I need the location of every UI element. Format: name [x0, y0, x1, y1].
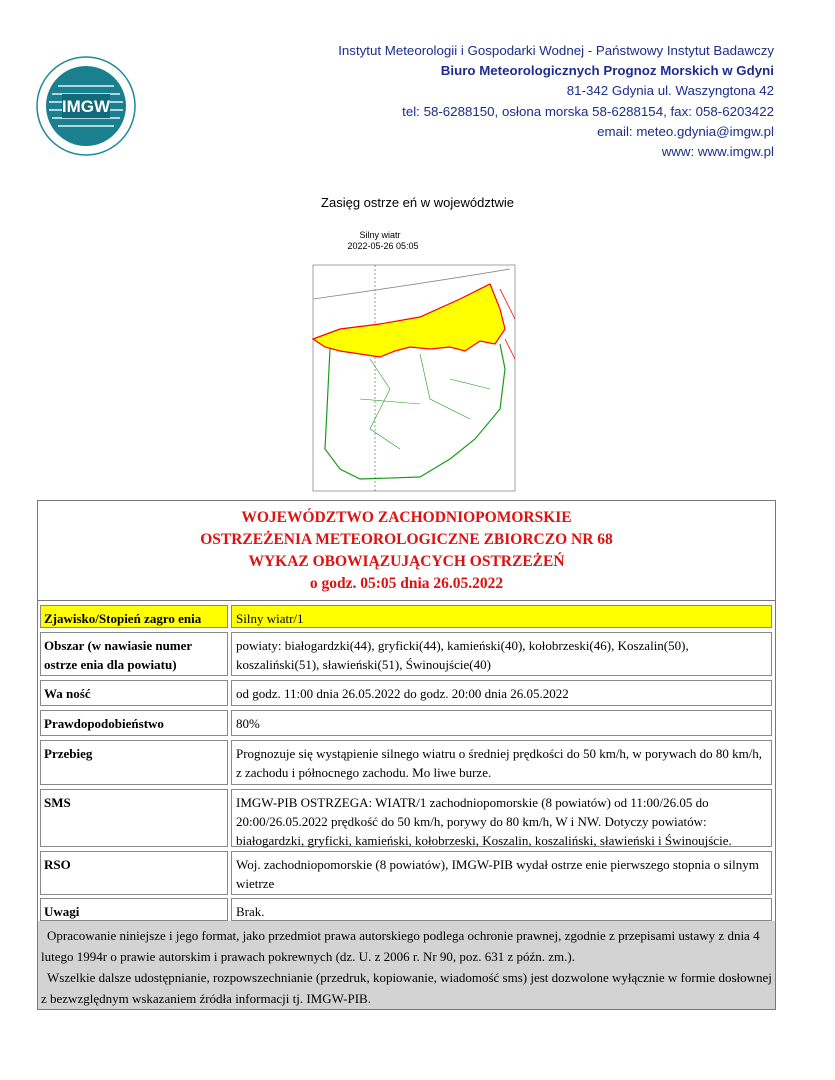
copyright-notice	[38, 921, 775, 1009]
office-name: Biuro Meteorologicznych Prognoz Morskich w Gdyni	[440, 63, 774, 79]
distribution-paragraph: Wszelkie dalsze udostępnianie, rozpowszechnianie (przedruk, kopiowanie, wiadomość sms) jest dozwolone wyłącznie w formie dosłownej z bezwzględnym wskazaniem źródła informacji tj. IMGW-PIB.	[41, 970, 772, 1006]
map-timestamp: 2022-05-26 05:05	[347, 241, 419, 251]
row-label: Prawdopodobieństwo	[40, 710, 228, 736]
row-label: RSO	[40, 851, 228, 895]
address: 81-342 Gdynia ul. Waszyngtona 42	[566, 83, 774, 99]
warning-timestamp: o godz. 05:05 dnia 26.05.2022	[309, 575, 504, 592]
table-row-validity	[38, 680, 775, 706]
email[interactable]: email: meteo.gdynia@imgw.pl	[597, 123, 774, 139]
row-value: 80%	[231, 710, 772, 736]
row-value: Woj. zachodniopomorskie (8 powiatów), IMGW-PIB wydał ostrze enie pierwszego stopnia o silnym wietrze	[231, 851, 772, 895]
row-value: Silny wiatr/1	[231, 605, 772, 628]
warning-map	[300, 229, 522, 499]
row-label: Uwagi	[40, 898, 228, 921]
row-label: Wa ność	[40, 680, 228, 706]
svg-text:IMGW: IMGW	[61, 97, 111, 116]
table-row-area	[38, 632, 775, 676]
warning-region: WOJEWÓDZTWO ZACHODNIOPOMORSKIE	[241, 509, 572, 526]
table-row-course	[38, 740, 775, 785]
phones: tel: 58-6288150, osłona morska 58-6288154, fax: 058-6203422	[402, 103, 774, 119]
row-value: IMGW-PIB OSTRZEGA: WIATR/1 zachodniopomorskie (8 powiatów) od 11:00/26.05 do 20:00/26.05.2022 prędkość do 50 km/h, porywy do 80 km/h, W i NW. Dotyczy powiatów: białogardzki, gryficki, kamieński, kołobrzeski, Koszalin, koszaliński, sławieński i Świnoujście.	[231, 789, 772, 847]
table-row-sms	[38, 789, 775, 847]
row-value: powiaty: białogardzki(44), gryficki(44), kamieński(40), kołobrzeski(46), Koszalin(50), koszaliński(51), sławieński(51), Świnoujście(40)	[231, 632, 772, 676]
table-row-remarks	[38, 898, 775, 921]
row-label: Przebieg	[40, 740, 228, 785]
row-label: Obszar (w nawiasie numer ostrze enia dla powiatu)	[40, 632, 228, 676]
table-row-phenomenon	[38, 605, 775, 628]
website[interactable]: www: www.imgw.pl	[661, 144, 774, 160]
org-name: Instytut Meteorologii i Gospodarki Wodnej - Państwowy Instytut Badawczy	[338, 43, 774, 58]
row-value: od godz. 11:00 dnia 26.05.2022 do godz. 20:00 dnia 26.05.2022	[231, 680, 772, 706]
row-value: Brak.	[231, 898, 772, 921]
map-title: Silny wiatr	[359, 230, 401, 240]
row-label: SMS	[40, 789, 228, 847]
warning-bulletin-number: OSTRZEŻENIA METEOROLOGICZNE ZBIORCZO NR 68	[200, 531, 613, 548]
table-row-probability	[38, 710, 775, 736]
copyright-paragraph: Opracowanie niniejsze i jego format, jako przedmiot prawa autorskiego podlega ochronie prawnej, zgodnie z przepisami ustawy z dnia 4 lutego 1994r o prawie autorskim i prawach pokrewnych (dz. U. z 2006 r. Nr 90, poz. 631 z późn. zm.).	[41, 928, 760, 964]
row-value: Prognozuje się wystąpienie silnego wiatru o średniej prędkości do 50 km/h, w porywach do 80 km/h, z zachodu i północnego zachodu. Mo liwe burze.	[231, 740, 772, 785]
map-caption: Zasięg ostrze eń w województwie	[321, 195, 514, 210]
table-row-rso	[38, 851, 775, 895]
warning-list-title: WYKAZ OBOWIĄZUJĄCYCH OSTRZEŻEŃ	[248, 553, 565, 570]
contact-block	[338, 41, 774, 162]
row-label: Zjawisko/Stopień zagro enia	[40, 605, 228, 628]
warning-header	[38, 501, 775, 601]
warning-panel	[37, 500, 776, 1010]
imgw-logo	[36, 56, 136, 156]
